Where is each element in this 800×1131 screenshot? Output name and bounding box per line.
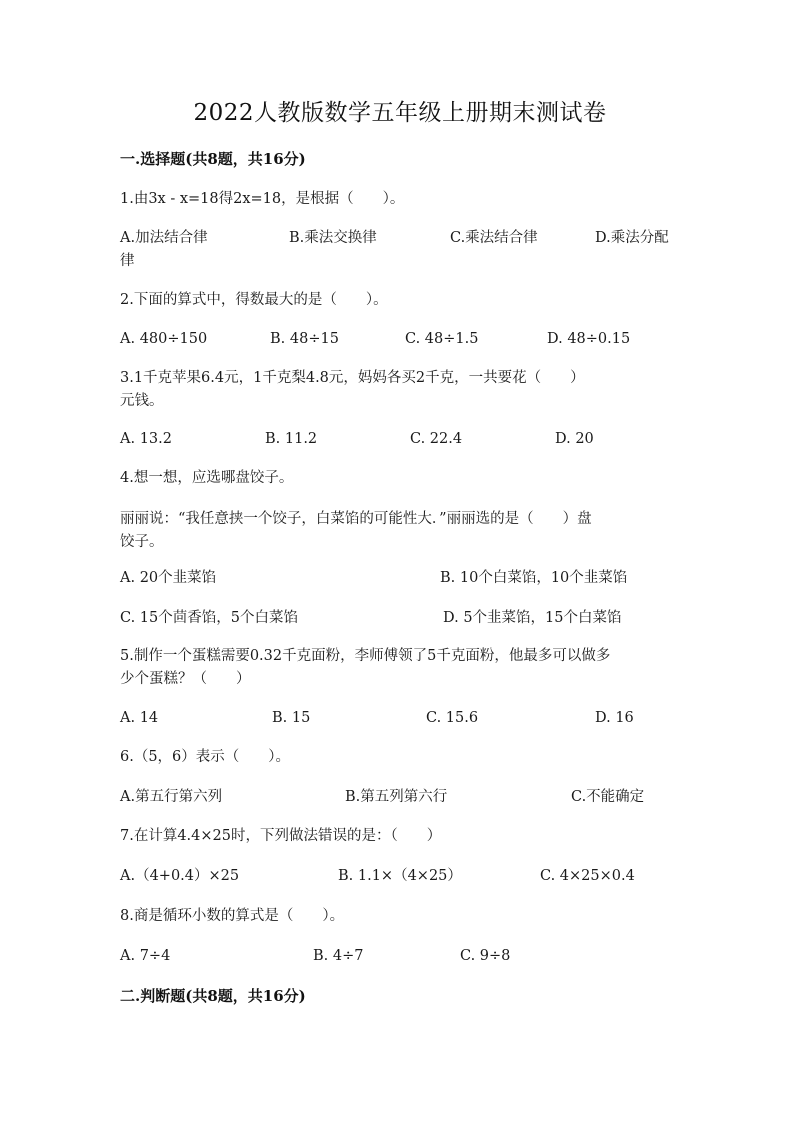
question-8-option-c[interactable]: C. 9÷8 <box>460 948 511 964</box>
question-1-option-d-wrap: 律 <box>120 253 135 269</box>
question-5-stem-line-2: 少个蛋糕？（ ） <box>120 671 251 687</box>
question-6-option-a[interactable]: A.第五行第六列 <box>120 789 223 805</box>
question-7-stem: 7.在计算4.4×25时，下列做法错误的是：（ ） <box>120 828 442 844</box>
question-5-option-b[interactable]: B. 15 <box>272 710 311 726</box>
question-8-option-a[interactable]: A. 7÷4 <box>120 948 171 964</box>
question-4-option-c[interactable]: C. 15个茴香馅，5个白菜馅 <box>120 610 298 626</box>
question-1-stem: 1.由3x - x=18得2x=18，是根据（ ）。 <box>120 191 405 207</box>
section-heading-choice: 一.选择题(共8题，共16分) <box>120 150 306 168</box>
question-7-option-b[interactable]: B. 1.1×（4×25） <box>338 868 462 884</box>
question-2-option-b[interactable]: B. 48÷15 <box>270 331 339 347</box>
question-7-option-a[interactable]: A.（4+0.4）×25 <box>120 868 240 884</box>
question-3-stem-line-1: 3.1千克苹果6.4元，1千克梨4.8元，妈妈各买2千克，一共要花（ ） <box>120 370 585 386</box>
question-5-stem-line-1: 5.制作一个蛋糕需要0.32千克面粉，李师傅领了5千克面粉，他最多可以做多 <box>120 648 611 664</box>
question-3-option-a[interactable]: A. 13.2 <box>120 431 172 447</box>
question-1-option-c[interactable]: C.乘法结合律 <box>450 230 538 246</box>
question-4-option-a[interactable]: A. 20个韭菜馅 <box>120 570 217 586</box>
question-7-option-c[interactable]: C. 4×25×0.4 <box>540 868 635 884</box>
question-1-option-a[interactable]: A.加法结合律 <box>120 230 208 246</box>
question-5-option-d[interactable]: D. 16 <box>595 710 634 726</box>
question-2-stem: 2.下面的算式中，得数最大的是（ ）。 <box>120 292 388 308</box>
question-1-option-d[interactable]: D.乘法分配 <box>595 230 669 246</box>
question-1-option-b[interactable]: B.乘法交换律 <box>289 230 377 246</box>
question-6-option-b[interactable]: B.第五列第六行 <box>345 789 448 805</box>
question-4-stem: 4.想一想，应选哪盘饺子。 <box>120 470 294 486</box>
page-title: 2022人教版数学五年级上册期末测试卷 <box>193 100 607 126</box>
question-5-option-a[interactable]: A. 14 <box>120 710 159 726</box>
question-6-stem: 6.（5，6）表示（ ）。 <box>120 749 291 765</box>
question-2-option-c[interactable]: C. 48÷1.5 <box>405 331 479 347</box>
question-4-prompt-line-2: 饺子。 <box>120 534 164 550</box>
question-2-option-a[interactable]: A. 480÷150 <box>120 331 208 347</box>
question-3-option-b[interactable]: B. 11.2 <box>265 431 318 447</box>
question-3-option-d[interactable]: D. 20 <box>555 431 594 447</box>
question-6-option-c[interactable]: C.不能确定 <box>571 789 645 805</box>
question-5-option-c[interactable]: C. 15.6 <box>426 710 479 726</box>
question-3-stem-line-2: 元钱。 <box>120 393 164 409</box>
section-heading-true-false: 二.判断题(共8题，共16分) <box>120 987 306 1005</box>
question-3-option-c[interactable]: C. 22.4 <box>410 431 463 447</box>
question-4-prompt-line-1: 丽丽说：“我任意挟一个饺子，白菜馅的可能性大．”丽丽选的是（ ）盘 <box>120 511 592 527</box>
question-8-stem: 8.商是循环小数的算式是（ ）。 <box>120 908 345 924</box>
question-4-option-d[interactable]: D. 5个韭菜馅，15个白菜馅 <box>443 610 622 626</box>
question-2-option-d[interactable]: D. 48÷0.15 <box>547 331 631 347</box>
question-8-option-b[interactable]: B. 4÷7 <box>313 948 364 964</box>
question-4-option-b[interactable]: B. 10个白菜馅，10个韭菜馅 <box>440 570 628 586</box>
